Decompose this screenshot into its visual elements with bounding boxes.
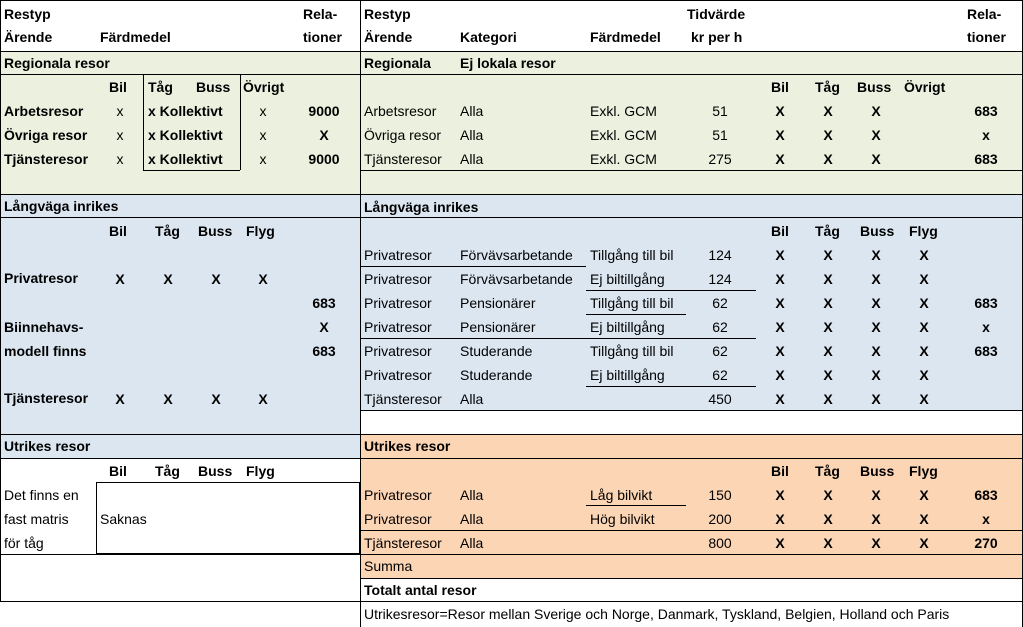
right-longdist-row-buss: X [871,319,881,335]
right-abroad-row-tidvarde: 150 [708,487,732,503]
right-regional-row-bil: X [775,151,785,167]
right-longdist-row-tag: X [823,271,833,287]
left-abroad-col-buss: Buss [198,463,233,479]
left-regional-col-buss: Buss [196,79,231,95]
left-longdist-biinnehav-683: 683 [312,343,336,359]
right-abroad-col-buss: Buss [860,463,895,479]
right-longdist-title: Långväga inrikes [364,199,479,215]
right-longdist-row-tidvarde: 124 [708,271,732,287]
right-abroad-col-flyg: Flyg [909,463,938,479]
right-abroad-row-flyg: X [919,511,929,527]
right-abroad-row-kategori: Alla [460,487,484,503]
right-abroad-row-bil: X [775,487,785,503]
right-abroad-row-kategori: Alla [460,535,484,551]
left-longdist-service-name: Tjänsteresor [4,390,89,406]
right-longdist-row-bil: X [775,247,785,263]
right-regional-row-name: Arbetsresor [364,103,437,119]
right-longdist-row-bil: X [775,391,785,407]
left-longdist-service-bil: X [115,391,125,407]
right-longdist-row-bil: X [775,367,785,383]
left-regional-row-rel: 9000 [308,103,340,119]
left-longdist-biinnehav-rel: X [319,319,329,335]
left-abroad-desc-3: för tåg [4,535,44,551]
right-abroad-row-rel: 270 [974,535,998,551]
left-longdist-col-bil: Bil [109,223,127,239]
right-longdist-row-bil: X [775,319,785,335]
right-abroad-row-bil: X [775,511,785,527]
right-regional-row-rel: x [982,127,990,143]
left-longdist-title: Långväga inrikes [4,198,119,214]
right-longdist-row-tidvarde: 124 [708,247,732,263]
right-regional-row-fardmedel: Exkl. GCM [590,127,657,143]
right-longdist-row-fardmedel: Tillgång till bil [590,343,674,359]
right-abroad-row-name: Privatresor [364,511,432,527]
right-longdist-row-name: Privatresor [364,319,432,335]
right-regional-row-buss: X [871,127,881,143]
left-regional-col-tag: Tåg [148,79,173,95]
right-longdist-row-flyg: X [919,391,929,407]
right-abroad-row-bil: X [775,535,785,551]
right-longdist-row-kategori: Pensionärer [460,319,536,335]
right-regional-col-bil: Bil [771,79,789,95]
right-abroad-col-bil: Bil [771,463,789,479]
right-regional-panel [360,51,1023,194]
left-abroad-col-bil: Bil [109,463,127,479]
right-longdist-row-flyg: X [919,319,929,335]
left-regional-row-name: Arbetsresor [4,103,84,119]
right-longdist-row-tag: X [823,367,833,383]
right-abroad-row-rel: x [982,511,990,527]
right-longdist-row-buss: X [871,367,881,383]
right-abroad-row-tidvarde: 200 [708,511,732,527]
right-header-fardmedel: Färdmedel [590,29,661,45]
left-longdist-col-flyg: Flyg [246,223,275,239]
right-longdist-row-tidvarde: 450 [708,391,732,407]
right-abroad-row-tag: X [823,511,833,527]
right-longdist-col-bil: Bil [771,223,789,239]
right-regional-row-kategori: Alla [460,151,484,167]
right-regional-row-tag: X [823,103,833,119]
left-regional-panel [0,51,360,194]
right-longdist-row-buss: X [871,295,881,311]
right-abroad-row-name: Privatresor [364,487,432,503]
right-abroad-row-buss: X [871,487,881,503]
right-longdist-row-rel: 683 [974,343,998,359]
left-longdist-private-bil: X [115,271,125,287]
right-header-kategori: Kategori [460,29,517,45]
right-abroad-row-name: Tjänsteresor [364,535,442,551]
right-regional-row-buss: X [871,103,881,119]
right-regional-row-tidvarde: 275 [708,151,732,167]
right-longdist-row-fardmedel: Ej biltillgång [590,271,665,287]
left-longdist-private-tag: X [163,271,173,287]
left-abroad-col-flyg: Flyg [246,463,275,479]
right-longdist-row-fardmedel: Tillgång till bil [590,247,674,263]
left-regional-row-tag: x Kollektivt [148,127,223,143]
right-longdist-row-bil: X [775,295,785,311]
right-longdist-row-kategori: Förvävsarbetande [460,247,573,263]
right-longdist-row-fardmedel: Tillgång till bil [590,295,674,311]
right-longdist-row-kategori: Alla [460,391,484,407]
left-regional-col-bil: Bil [109,79,127,95]
right-regional-row-tag: X [823,127,833,143]
left-regional-row-rel: 9000 [308,151,340,167]
right-longdist-row-tag: X [823,319,833,335]
right-abroad-row-rel: 683 [974,487,998,503]
right-abroad-col-tag: Tåg [815,463,840,479]
right-regional-row-bil: X [775,127,785,143]
right-longdist-row-bil: X [775,343,785,359]
right-longdist-row-name: Privatresor [364,271,432,287]
left-regional-row-rel: X [319,127,329,143]
right-longdist-row-kategori: Förvävsarbetande [460,271,573,287]
right-abroad-summa: Summa [364,558,413,574]
right-longdist-row-buss: X [871,343,881,359]
left-abroad-col-tag: Tåg [155,463,180,479]
right-abroad-row-kategori: Alla [460,511,484,527]
right-regional-row-tidvarde: 51 [712,127,728,143]
right-regional-row-fardmedel: Exkl. GCM [590,151,657,167]
right-longdist-col-buss: Buss [860,223,895,239]
right-abroad-row-fardmedel: Låg bilvikt [590,487,653,503]
right-regional-row-fardmedel: Exkl. GCM [590,103,657,119]
right-longdist-row-flyg: X [919,367,929,383]
right-longdist-row-buss: X [871,247,881,263]
right-abroad-note: Utrikesresor=Resor mellan Sverige och Norge, Danmark, Tyskland, Belgien, Holland och Paris [364,606,950,622]
right-longdist-row-rel: 683 [974,295,998,311]
right-regional-row-kategori: Alla [460,103,484,119]
left-header-arende: Ärende [4,29,53,45]
right-longdist-row-name: Privatresor [364,367,432,383]
right-longdist-row-tag: X [823,295,833,311]
left-regional-row-ovrigt: x [259,127,267,143]
left-longdist-col-tag: Tåg [155,223,180,239]
right-longdist-row-buss: X [871,271,881,287]
right-regional-col-ovrigt: Övrigt [904,79,946,95]
right-abroad-row-flyg: X [919,535,929,551]
right-regional-row-rel: 683 [974,151,998,167]
right-longdist-row-rel: x [982,319,990,335]
right-abroad-row-buss: X [871,511,881,527]
left-longdist-service-flyg: X [258,391,268,407]
right-longdist-row-fardmedel: Ej biltillgång [590,367,665,383]
right-abroad-row-tidvarde: 800 [708,535,732,551]
left-longdist-private-buss: X [211,271,221,287]
right-longdist-col-flyg: Flyg [909,223,938,239]
right-longdist-row-tag: X [823,343,833,359]
right-regional-title: Regionala [364,55,431,71]
left-longdist-col-buss: Buss [198,223,233,239]
right-regional-row-rel: 683 [974,103,998,119]
left-abroad-desc-2: fast matris [4,511,69,527]
right-longdist-row-tidvarde: 62 [712,343,728,359]
right-regional-subtitle: Ej lokala resor [460,55,556,71]
left-abroad-desc-1: Det finns en [4,487,79,503]
left-longdist-rel-683: 683 [312,295,336,311]
right-longdist-row-name: Privatresor [364,247,432,263]
left-longdist-biinnehav-1: Biinnehavs- [4,319,84,335]
right-regional-row-tag: X [823,151,833,167]
right-longdist-row-tidvarde: 62 [712,295,728,311]
right-longdist-col-tag: Tåg [815,223,840,239]
right-regional-row-name: Övriga resor [364,127,442,143]
right-longdist-row-kategori: Pensionärer [460,295,536,311]
left-regional-title: Regionala resor [4,55,110,71]
right-longdist-row-buss: X [871,391,881,407]
right-longdist-row-fardmedel: Ej biltillgång [590,319,665,335]
right-abroad-title: Utrikes resor [364,438,451,454]
left-abroad-missing: Saknas [100,511,147,527]
right-regional-row-tidvarde: 51 [712,103,728,119]
left-regional-row-bil: x [116,103,124,119]
left-longdist-private-flyg: X [258,271,268,287]
left-regional-row-bil: x [116,127,124,143]
left-longdist-biinnehav-2: modell finns [4,343,87,359]
right-regional-row-kategori: Alla [460,127,484,143]
left-regional-col-ovrigt: Övrigt [243,79,285,95]
left-regional-row-name: Tjänsteresor [4,151,89,167]
right-longdist-row-name: Privatresor [364,343,432,359]
right-header-tidvarde-1: Tidvärde [687,6,746,22]
right-abroad-row-flyg: X [919,487,929,503]
right-abroad-row-buss: X [871,535,881,551]
left-regional-row-bil: x [116,151,124,167]
right-longdist-row-bil: X [775,271,785,287]
right-longdist-row-name: Privatresor [364,295,432,311]
left-regional-row-ovrigt: x [259,151,267,167]
left-header-relationer-2: tioner [303,29,342,45]
right-header-restyp: Restyp [364,6,411,22]
right-header-tidvarde-2: kr per h [691,29,743,45]
right-longdist-row-kategori: Studerande [460,343,533,359]
left-longdist-service-buss: X [211,391,221,407]
right-header-arende: Ärende [364,29,413,45]
right-longdist-row-flyg: X [919,247,929,263]
right-abroad-row-fardmedel: Hög bilvikt [590,511,655,527]
left-longdist-private-name: Privatresor [4,270,78,286]
left-regional-row-name: Övriga resor [4,127,88,143]
right-longdist-row-flyg: X [919,271,929,287]
left-regional-row-ovrigt: x [259,103,267,119]
right-regional-row-name: Tjänsteresor [364,151,442,167]
right-header-relationer-1: Rela- [967,6,1002,22]
left-header-relationer-1: Rela- [303,6,338,22]
right-regional-row-bil: X [775,103,785,119]
right-abroad-row-tag: X [823,535,833,551]
right-regional-col-tag: Tåg [815,79,840,95]
left-regional-row-tag: x Kollektivt [148,103,223,119]
right-longdist-row-flyg: X [919,295,929,311]
right-regional-row-buss: X [871,151,881,167]
right-longdist-row-tag: X [823,247,833,263]
right-regional-col-buss: Buss [857,79,892,95]
right-abroad-totalt: Totalt antal resor [364,582,477,598]
right-longdist-row-kategori: Studerande [460,367,533,383]
right-longdist-row-tidvarde: 62 [712,319,728,335]
left-header-restyp: Restyp [4,6,51,22]
right-header-relationer-2: tioner [967,29,1006,45]
left-regional-row-tag: x Kollektivt [148,151,223,167]
left-header-fardmedel: Färdmedel [100,29,171,45]
right-abroad-row-tag: X [823,487,833,503]
right-abroad-panel [360,434,1023,578]
left-longdist-service-tag: X [163,391,173,407]
right-longdist-row-tidvarde: 62 [712,367,728,383]
right-longdist-row-tag: X [823,391,833,407]
right-longdist-row-flyg: X [919,343,929,359]
right-longdist-row-name: Tjänsteresor [364,391,442,407]
left-abroad-title: Utrikes resor [4,438,91,454]
